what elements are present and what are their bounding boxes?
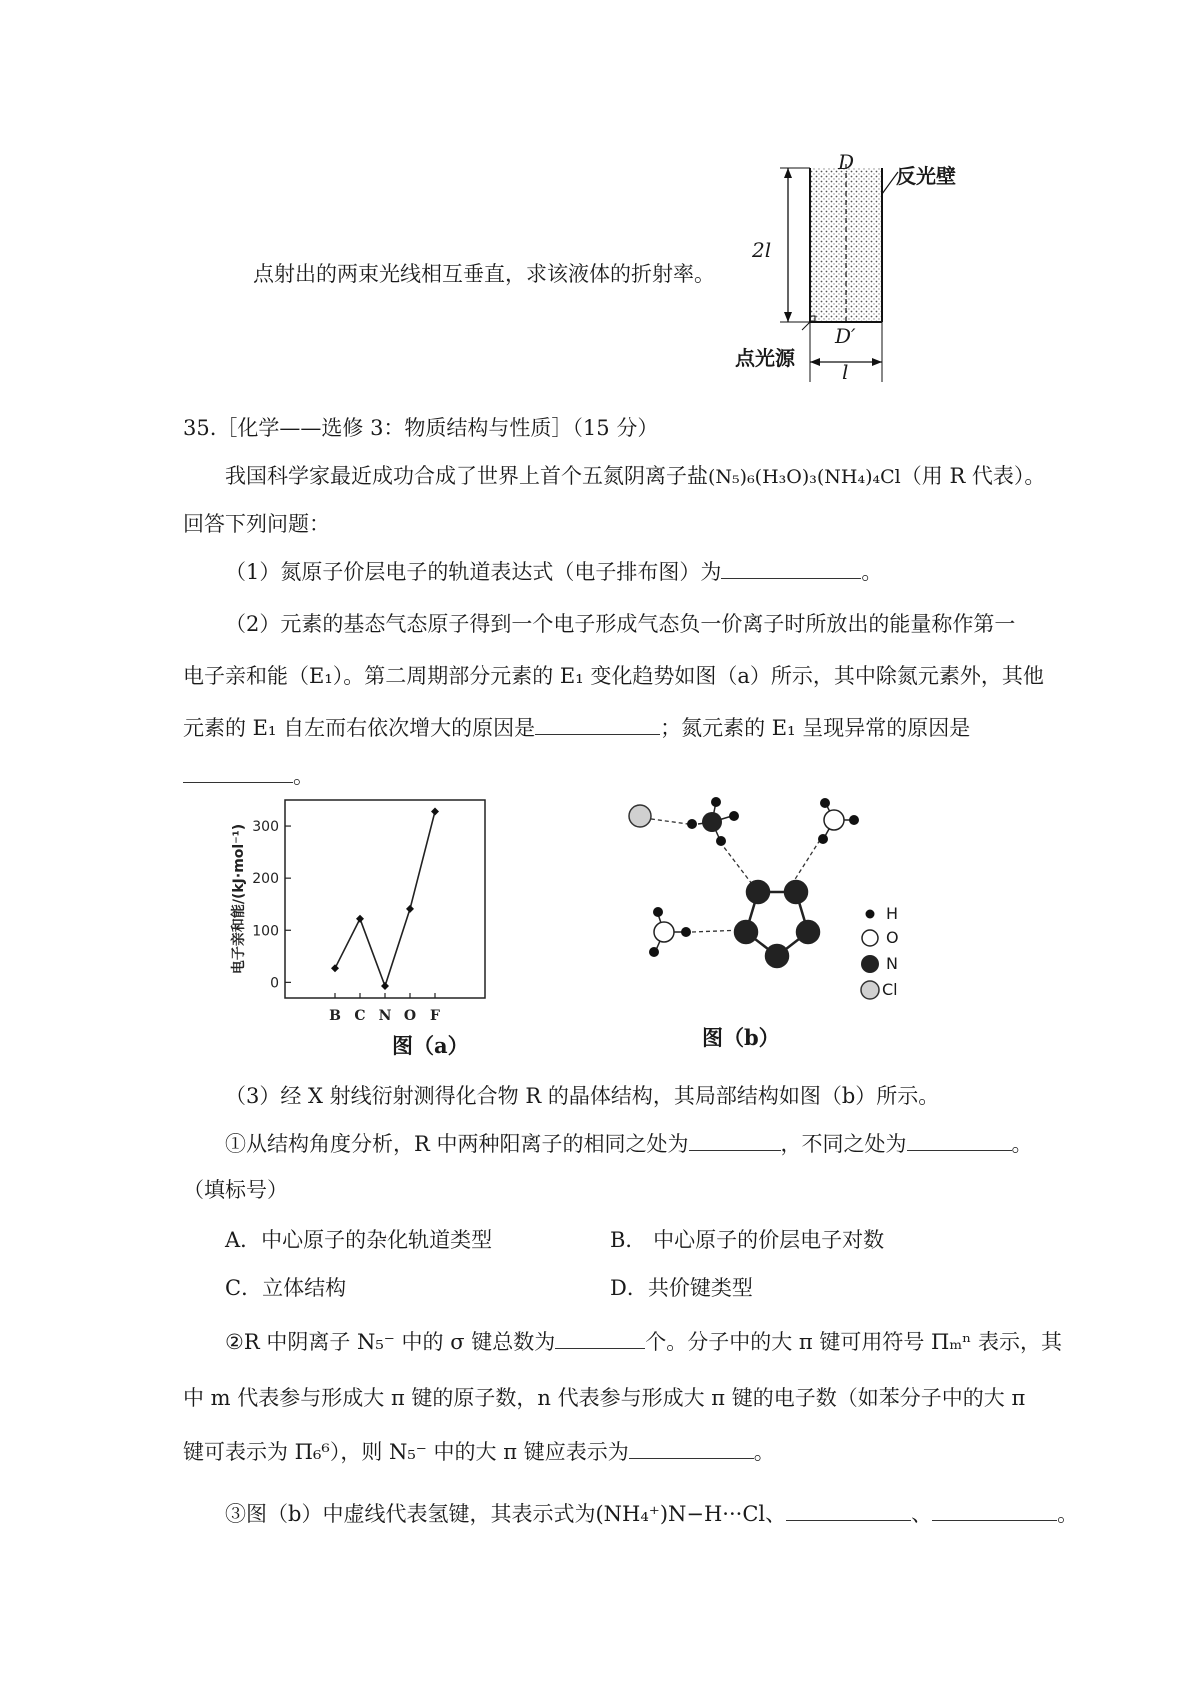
label-height: 2l	[752, 238, 772, 262]
q35-part2-line1: （2）元素的基态气态原子得到一个电子形成气态负一价离子时所放出的能量称作第一	[225, 612, 1016, 636]
legend-o-symbol	[862, 930, 878, 946]
answer-blank-1[interactable]	[721, 558, 861, 579]
y-tick-label: 0	[270, 975, 279, 992]
q35-part3-1: ①从结构角度分析，R 中两种阳离子的相同之处为 ，不同之处为 。	[225, 1132, 1033, 1156]
top-question-text: 点射出的两束光线相互垂直，求该液体的折射率。	[253, 262, 715, 286]
data-point	[431, 807, 439, 815]
formula: (N₅)₆(H₃O)₃(NH₄)₄Cl	[708, 466, 901, 488]
answer-blank-9[interactable]	[932, 1500, 1057, 1521]
label-reflect-wall: 反光壁	[896, 164, 956, 188]
q35-part1: （1）氮原子价层电子的轨道表达式（电子排布图）为 。	[225, 560, 883, 584]
x-tick-label: B	[329, 1008, 341, 1024]
q35-part3-2-line1: ②R 中阴离子 N₅⁻ 中的 σ 键总数为 个。分子中的大 π 键可用符号 Πₘⁿ 表示，其	[225, 1330, 1063, 1354]
legend-n-symbol	[861, 955, 879, 973]
q35-part2-line3: 元素的 E₁ 自左而右依次增大的原因是 ；氮元素的 E₁ 呈现异常的原因是	[183, 716, 971, 740]
q35-part2-line4: 。	[183, 762, 314, 790]
answer-blank-5[interactable]	[907, 1130, 1012, 1151]
chart-frame	[285, 800, 485, 998]
y-tick-label: 300	[252, 819, 279, 836]
pentazolate-ring	[735, 881, 819, 967]
x-tick-label: N	[378, 1008, 392, 1024]
y-tick-label: 100	[252, 923, 279, 940]
option-c: C．立体结构	[225, 1276, 347, 1300]
q35-part3: （3）经 X 射线衍射测得化合物 R 的晶体结构，其局部结构如图（b）所示。	[225, 1084, 940, 1108]
q35-part3-3: ③图（b）中虚线代表氢键，其表示式为(NH₄⁺)N−H···Cl、 、 。	[225, 1502, 1079, 1526]
q35-part3-1-note: （填标号）	[183, 1178, 288, 1202]
data-point	[356, 915, 364, 923]
answer-blank-4[interactable]	[689, 1130, 781, 1151]
q35-part3-2-line3: 键可表示为 Π₆⁶），则 N₅⁻ 中的大 π 键应表示为 。	[183, 1440, 775, 1464]
answer-blank-3[interactable]	[183, 762, 293, 783]
x-tick-label: O	[403, 1008, 417, 1024]
label-D-prime: D′	[835, 324, 856, 348]
q35-intro-2: 回答下列问题：	[183, 512, 330, 536]
chart-electron-affinity	[225, 788, 525, 1058]
q35-header: 35.［化学——选修 3：物质结构与性质］（15 分）	[183, 416, 659, 440]
answer-blank-6[interactable]	[555, 1328, 645, 1349]
answer-blank-7[interactable]	[629, 1438, 754, 1459]
label-point-source: 点光源	[735, 346, 795, 370]
q35-intro: 我国科学家最近成功合成了世界上首个五氮阴离子盐(N₅)₆(H₃O)₃(NH₄)₄Cl（用 R 代表）。	[225, 464, 1046, 488]
legend-cl-symbol	[861, 981, 879, 999]
label-D: D	[838, 150, 855, 174]
legend-h-label: H	[886, 904, 899, 923]
legend-n-label: N	[886, 954, 898, 973]
option-a: A．中心原子的杂化轨道类型	[225, 1228, 493, 1252]
label-width: l	[842, 360, 849, 384]
y-tick-label: 200	[252, 871, 279, 888]
series-line	[335, 811, 435, 986]
cl-atom	[629, 805, 651, 827]
legend-o-label: O	[886, 928, 899, 947]
x-tick-label: C	[354, 1008, 366, 1024]
q35-part3-2-line2: 中 m 代表参与形成大 π 键的原子数，n 代表参与形成大 π 键的电子数（如苯分子中的大 π	[183, 1386, 1026, 1410]
data-point	[381, 982, 389, 990]
data-point	[406, 905, 414, 913]
answer-blank-8[interactable]	[786, 1500, 911, 1521]
q35-part2-line2: 电子亲和能（E₁）。第二周期部分元素的 E₁ 变化趋势如图（a）所示，其中除氮元素外，其他	[183, 664, 1044, 688]
legend-cl-label: Cl	[882, 980, 898, 999]
option-b: B． 中心原子的价层电子对数	[610, 1228, 885, 1252]
hydronium-ion-2	[649, 907, 691, 957]
y-axis-label: 电子亲和能/(kJ·mol⁻¹)	[231, 823, 247, 975]
fig-a-caption: 图（a）	[392, 1033, 469, 1058]
legend-h-symbol	[866, 910, 875, 919]
x-tick-label: F	[430, 1008, 440, 1024]
ammonium-ion	[687, 797, 739, 846]
option-d: D．共价键类型	[610, 1276, 753, 1300]
fig-b-caption: 图（b）	[702, 1025, 780, 1050]
structure-figure	[620, 790, 920, 1030]
hydronium-ion-1	[818, 798, 859, 844]
data-point	[331, 964, 339, 972]
answer-blank-2[interactable]	[535, 714, 660, 735]
